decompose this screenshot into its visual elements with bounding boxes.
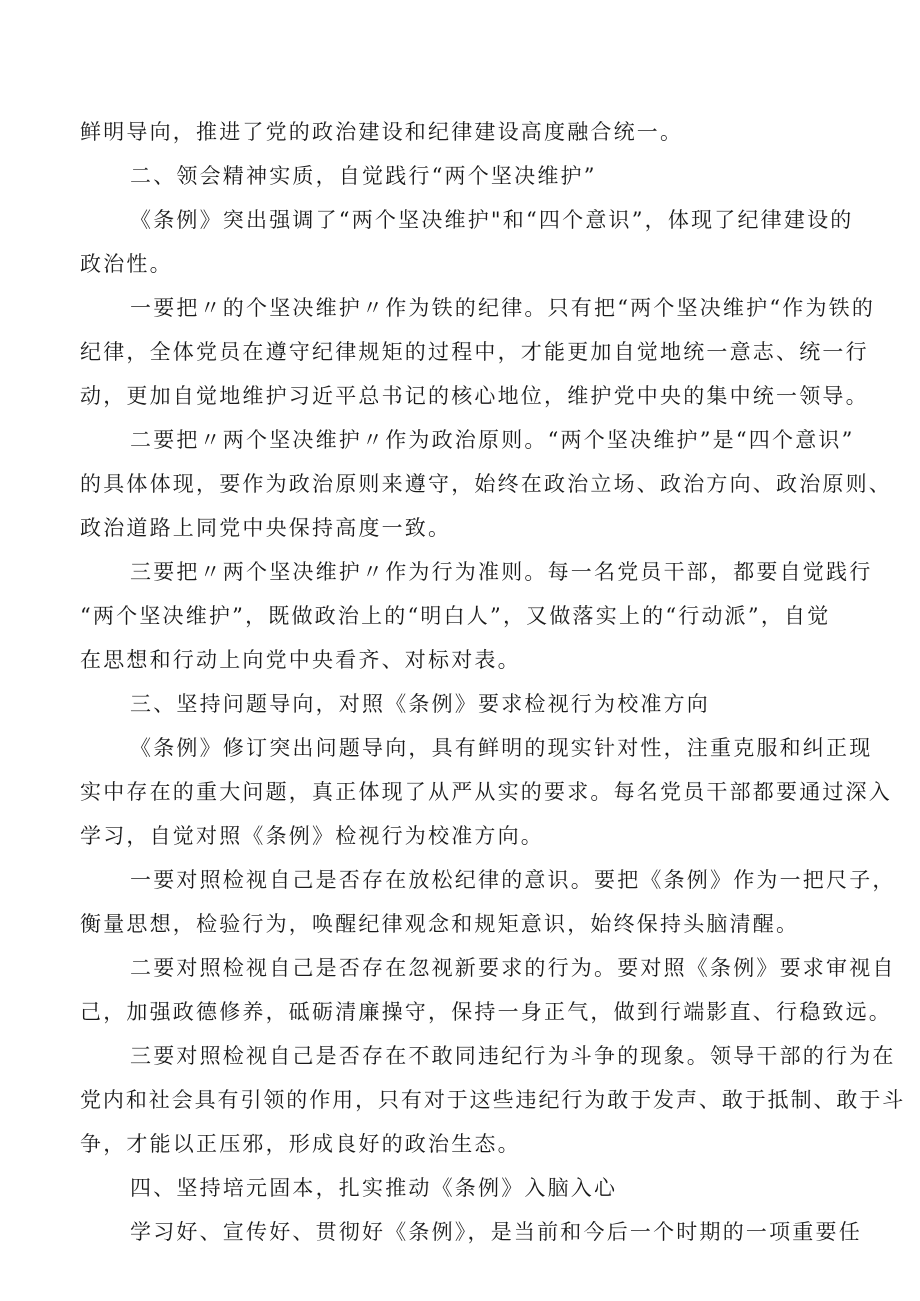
text-line: 衡量思想，检验行为，唤醒纪律观念和规矩意识，始终保持头脑清醒。	[80, 912, 800, 936]
text-line: 学习，自觉对照《条例》检视行为校准方向。	[80, 824, 544, 848]
section-heading: 二、领会精神实质，自觉践行“两个坚决维护”	[130, 164, 597, 188]
text-line: 政治道路上同党中央保持高度一致。	[80, 516, 452, 540]
text-line: 一要把〃的个坚决维护〃作为铁的纪律。只有把“两个坚决维护“作为铁的	[130, 296, 876, 320]
text-line: 在思想和行动上向党中央看齐、对标对表。	[80, 648, 521, 672]
section-heading: 四、坚持培元固本，扎实推动《条例》入脑入心	[130, 1176, 618, 1200]
text-line: 学习好、宣传好、贯彻好《条例》，是当前和今后一个时期的一项重要任	[130, 1220, 862, 1244]
text-line: 《条例》修订突出问题导向，具有鲜明的现实针对性，注重克服和纠正现	[130, 736, 873, 760]
text-line: 动，更加自觉地维护习近平总书记的核心地位，维护党中央的集中统一领导。	[80, 384, 869, 408]
text-line: 党内和社会具有引领的作用，只有对于这些违纪行为敢于发声、敢于抵制、敢于斗	[80, 1088, 906, 1112]
text-line: 《条例》突出强调了“两个坚决维护"和“四个意识”，体现了纪律建设的	[130, 208, 854, 232]
section-heading: 三、坚持问题导向，对照《条例》要求检视行为校准方向	[130, 692, 710, 716]
text-line: 二要对照检视自己是否存在忽视新要求的行为。要对照《条例》要求审视自	[130, 956, 896, 980]
text-line: 争，才能以正压邪，形成良好的政治生态。	[80, 1132, 521, 1156]
text-line: 三要把〃两个坚决维护〃作为行为准则。每一名党员干部，都要自觉践行	[130, 560, 873, 584]
text-line: 三要对照检视自己是否存在不敢同违纪行为斗争的现象。领导干部的行为在	[130, 1044, 896, 1068]
text-line: 实中存在的重大问题，真正体现了从严从实的要求。每名党员干部都要通过深入	[80, 780, 892, 804]
text-line: 的具体体现，要作为政治原则来遵守，始终在政治立场、政治方向、政治原则、	[80, 472, 892, 496]
text-line: 政治性。	[80, 252, 173, 276]
text-line: 纪律，全体党员在遵守纪律规矩的过程中，才能更加自觉地统一意志、统一行	[80, 340, 869, 364]
text-line: 二要把〃两个坚决维护〃作为政治原则。“两个坚决维护”是“四个意识”	[130, 428, 855, 452]
text-line: 鲜明导向，推进了党的政治建设和纪律建设高度融合统一。	[80, 120, 684, 144]
text-line: 己，加强政德修养，砥砺清廉操守，保持一身正气，做到行端影直、行稳致远。	[80, 1000, 892, 1024]
text-line: “两个坚决维护”，既做政治上的“明白人”，又做落实上的“行动派”，自觉	[80, 604, 831, 628]
text-line: 一要对照检视自己是否存在放松纪律的意识。要把《条例》作为一把尺子，	[130, 868, 896, 892]
